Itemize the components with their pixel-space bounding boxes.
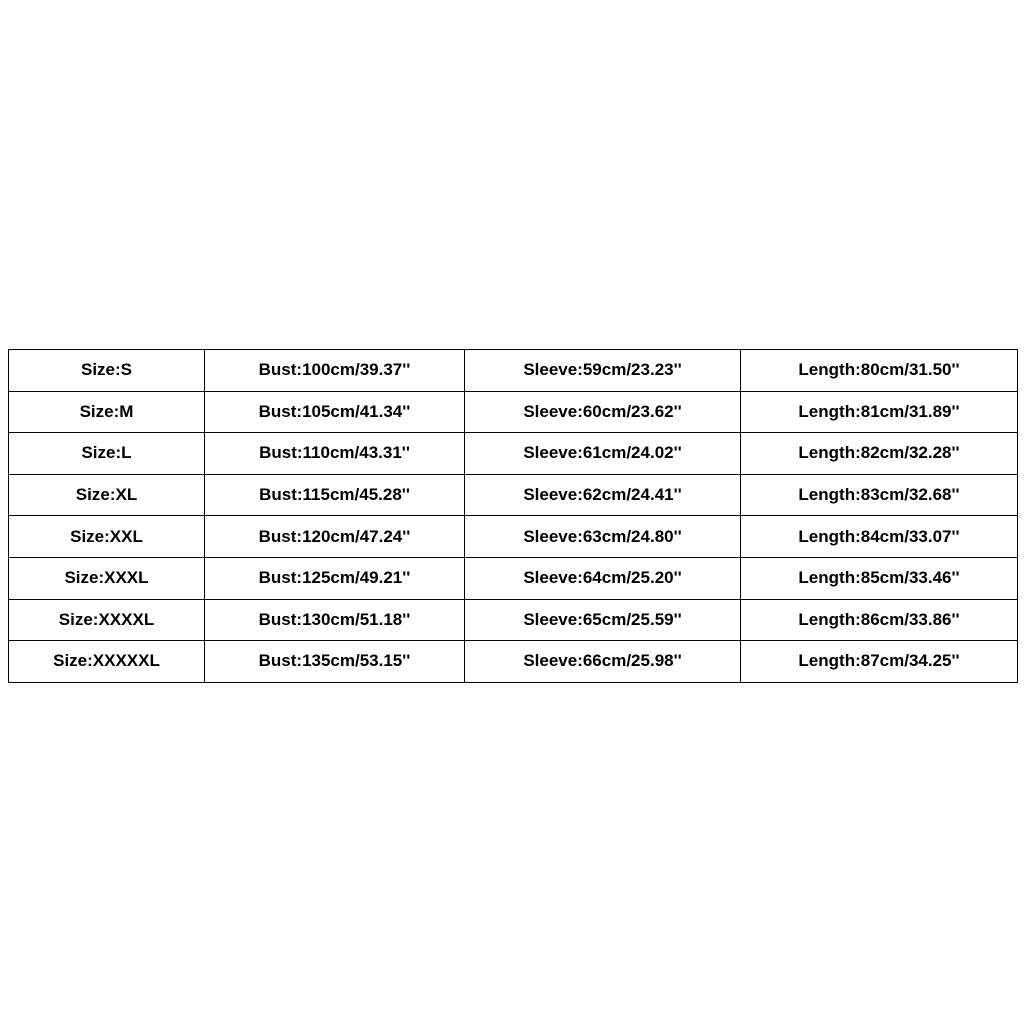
bust-cell: Bust:115cm/45.28''	[205, 474, 465, 516]
sleeve-cell: Sleeve:64cm/25.20''	[465, 557, 741, 599]
length-cell: Length:86cm/33.86''	[741, 599, 1018, 641]
size-cell: Size:XXXXL	[9, 599, 205, 641]
length-cell: Length:83cm/32.68''	[741, 474, 1018, 516]
sleeve-cell: Sleeve:62cm/24.41''	[465, 474, 741, 516]
bust-cell: Bust:120cm/47.24''	[205, 516, 465, 558]
sleeve-cell: Sleeve:63cm/24.80''	[465, 516, 741, 558]
table-row	[9, 599, 1018, 641]
size-cell: Size:L	[9, 433, 205, 475]
length-cell: Length:84cm/33.07''	[741, 516, 1018, 558]
size-cell: Size:M	[9, 391, 205, 433]
size-cell: Size:XXXL	[9, 557, 205, 599]
sleeve-cell: Sleeve:66cm/25.98''	[465, 641, 741, 683]
table-row	[9, 433, 1018, 475]
sleeve-cell: Sleeve:59cm/23.23''	[465, 350, 741, 392]
table-row	[9, 641, 1018, 683]
table-row	[9, 391, 1018, 433]
bust-cell: Bust:100cm/39.37''	[205, 350, 465, 392]
sleeve-cell: Sleeve:65cm/25.59''	[465, 599, 741, 641]
bust-cell: Bust:135cm/53.15''	[205, 641, 465, 683]
bust-cell: Bust:130cm/51.18''	[205, 599, 465, 641]
table-row	[9, 350, 1018, 392]
length-cell: Length:81cm/31.89''	[741, 391, 1018, 433]
length-cell: Length:87cm/34.25''	[741, 641, 1018, 683]
size-cell: Size:XXL	[9, 516, 205, 558]
table-row	[9, 557, 1018, 599]
length-cell: Length:85cm/33.46''	[741, 557, 1018, 599]
size-cell: Size:S	[9, 350, 205, 392]
size-chart-table	[8, 349, 1018, 683]
size-cell: Size:XL	[9, 474, 205, 516]
bust-cell: Bust:105cm/41.34''	[205, 391, 465, 433]
length-cell: Length:80cm/31.50''	[741, 350, 1018, 392]
size-cell: Size:XXXXXL	[9, 641, 205, 683]
table-row	[9, 516, 1018, 558]
table-row	[9, 474, 1018, 516]
length-cell: Length:82cm/32.28''	[741, 433, 1018, 475]
bust-cell: Bust:125cm/49.21''	[205, 557, 465, 599]
sleeve-cell: Sleeve:60cm/23.62''	[465, 391, 741, 433]
sleeve-cell: Sleeve:61cm/24.02''	[465, 433, 741, 475]
bust-cell: Bust:110cm/43.31''	[205, 433, 465, 475]
